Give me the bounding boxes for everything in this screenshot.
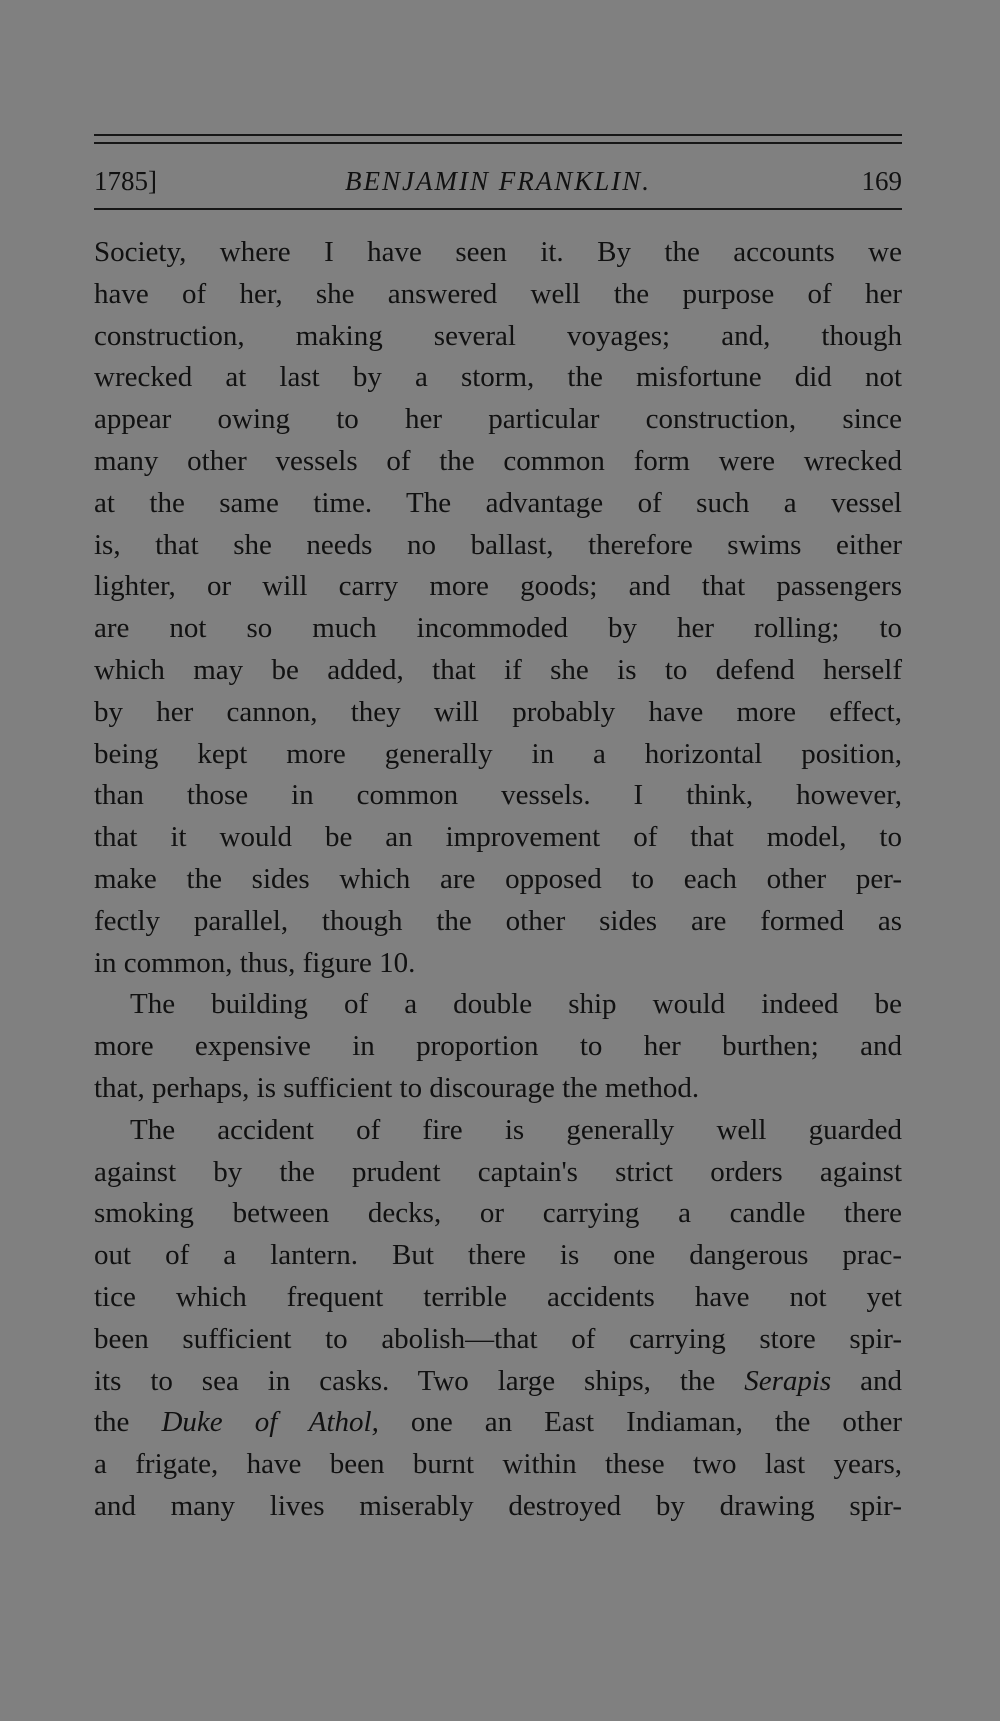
text-line: appear owing to her particular construction, since <box>94 403 902 436</box>
text-line: tice which frequent terrible accidents have not yet <box>94 1280 902 1313</box>
text-line: wrecked at last by a storm, the misfortune did not <box>94 361 902 394</box>
text-run: the <box>94 1406 162 1439</box>
text-line: lighter, or will carry more goods; and that passengers <box>94 570 902 603</box>
header-single-rule <box>94 208 902 210</box>
text-line: make the sides which are opposed to each other per- <box>94 862 902 895</box>
paragraph-1 <box>94 232 902 984</box>
text-line: in common, thus, figure 10. <box>94 946 416 979</box>
text-run: and <box>831 1364 902 1397</box>
text-line: have of her, she answered well the purpose of her <box>94 277 902 310</box>
text-line-with-italic <box>94 1361 902 1403</box>
text-line: Society, where I have seen it. By the accounts we <box>94 236 902 268</box>
text-line: which may be added, that if she is to defend herself <box>94 653 902 686</box>
text-run: one an East Indiaman, the other <box>378 1406 902 1439</box>
ship-name-duke-of-athol: Duke of Athol, <box>161 1406 379 1439</box>
text-line: against by the prudent captain's strict orders against <box>94 1155 902 1188</box>
text-line: The building of a double ship would indeed be <box>130 988 902 1021</box>
text-line: being kept more generally in a horizontal position, <box>94 737 902 770</box>
text-line: that it would be an improvement of that model, to <box>94 821 902 854</box>
text-line: fectly parallel, though the other sides are formed as <box>94 904 902 937</box>
header-double-rule <box>94 134 902 144</box>
text-line: out of a lantern. But there is one dangerous prac- <box>94 1239 902 1272</box>
running-head-year: 1785] <box>94 166 157 196</box>
text-line: many other vessels of the common form were wrecked <box>94 444 902 477</box>
text-line: is, that she needs no ballast, therefore swims either <box>94 528 902 561</box>
running-head <box>94 166 902 204</box>
text-line: construction, making several voyages; and, though <box>94 319 902 352</box>
text-line: at the same time. The advantage of such a vessel <box>94 486 902 519</box>
text-line: more expensive in proportion to her burthen; and <box>94 1030 902 1063</box>
page-number: 169 <box>861 166 902 196</box>
paragraph-2 <box>94 984 902 1109</box>
book-page <box>94 134 902 1528</box>
text-line: and many lives miserably destroyed by drawing spir- <box>94 1489 902 1522</box>
text-line: The accident of fire is generally well guarded <box>130 1113 902 1146</box>
text-line-with-italic <box>94 1402 902 1444</box>
paragraph-3 <box>94 1110 902 1528</box>
text-line: been sufficient to abolish—that of carrying store spir- <box>94 1322 902 1355</box>
text-line: a frigate, have been burnt within these two last years, <box>94 1448 902 1481</box>
running-head-title: BENJAMIN FRANKLIN. <box>345 166 651 196</box>
text-line: than those in common vessels. I think, however, <box>94 779 902 812</box>
text-line: that, perhaps, is sufficient to discourage the method. <box>94 1071 700 1104</box>
text-run: its to sea in casks. Two large ships, the <box>94 1364 745 1397</box>
ship-name-serapis: Serapis <box>744 1364 832 1397</box>
body-text <box>94 232 902 1528</box>
text-line: smoking between decks, or carrying a candle there <box>94 1197 902 1230</box>
text-line: are not so much incommoded by her rolling; to <box>94 612 902 645</box>
text-line: by her cannon, they will probably have more effect, <box>94 695 902 728</box>
